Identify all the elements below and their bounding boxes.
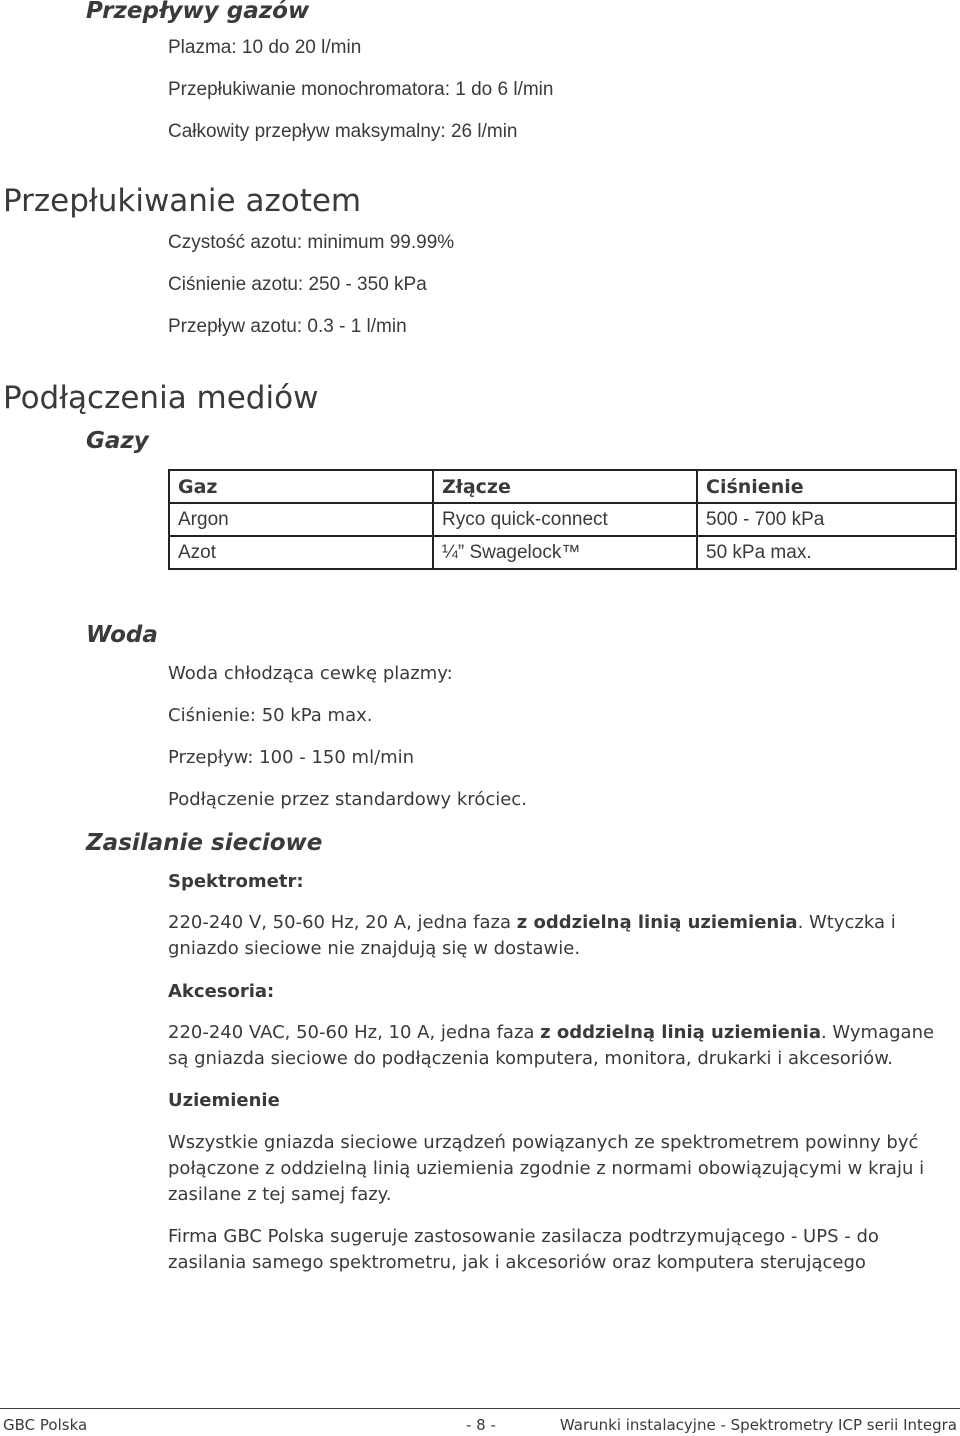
table-cell: 500 - 700 kPa (697, 503, 956, 536)
gas-flow-monochromator: Przepłukiwanie monochromatora: 1 do 6 l/min (168, 79, 554, 100)
footer-document-title: Warunki instalacyjne - Spektrometry ICP serii Integra (559, 1416, 957, 1434)
spectrometer-label: Spektrometr: (168, 871, 304, 892)
nitrogen-purity: Czystość azotu: minimum 99.99% (168, 232, 455, 253)
spectrometer-power-text (168, 910, 958, 962)
grounding-text: Wszystkie gniazda sieciowe urządzeń powiązanych ze spektrometrem powinny być połączone z oddzielną linią uziemienia zgodnie z normami obowiązującymi w kraju i zasilane z tej samej fazy. (168, 1132, 925, 1205)
nitrogen-pressure: Ciśnienie azotu: 250 - 350 kPa (168, 274, 427, 295)
section-heading-media: Podłączenia mediów (3, 380, 319, 416)
footer-company: GBC Polska (3, 1416, 88, 1434)
accessories-power-text (168, 1020, 958, 1072)
ups-text: Firma GBC Polska sugeruje zastosowanie zasilacza podtrzymującego - UPS - do zasilania samego spektrometru, jak i akcesoriów oraz komputera sterującego (168, 1226, 879, 1273)
section-heading-nitrogen-purge: Przepłukiwanie azotem (3, 183, 362, 219)
accessories-label: Akcesoria: (168, 981, 275, 1002)
text-span: 220-240 V, 50-60 Hz, 20 A, jedna faza (168, 912, 517, 933)
section-heading-gas-flows: Przepływy gazów (86, 0, 310, 24)
grounding-label: Uziemienie (168, 1090, 280, 1111)
table-cell: Argon (169, 503, 433, 536)
table-row (169, 536, 956, 569)
gas-flow-plasma: Plazma: 10 do 20 l/min (168, 37, 362, 58)
water-pressure: Ciśnienie: 50 kPa max. (168, 705, 373, 726)
table-header-row (169, 470, 956, 503)
subheading-gases: Gazy (86, 428, 149, 454)
gas-connections-table (168, 469, 957, 570)
water-connection: Podłączenie przez standardowy króciec. (168, 789, 527, 810)
subheading-water: Woda (86, 622, 158, 648)
table-cell: ¼” Swagelock™ (433, 536, 697, 569)
table-cell: 50 kPa max. (697, 536, 956, 569)
subheading-power: Zasilanie sieciowe (86, 830, 323, 856)
emphasis-span: z oddzielną linią uziemienia (540, 1022, 821, 1043)
header-connector: Złącze (433, 470, 697, 503)
nitrogen-flow: Przepływ azotu: 0.3 - 1 l/min (168, 316, 407, 337)
header-pressure: Ciśnienie (697, 470, 956, 503)
text-span: . Wtyczka i gniazdo sieciowe nie znajdują się w dostawie. (168, 912, 896, 959)
header-gas: Gaz (169, 470, 433, 503)
footer-divider (0, 1408, 960, 1409)
table-cell: Ryco quick-connect (433, 503, 697, 536)
gas-flow-total: Całkowity przepływ maksymalny: 26 l/min (168, 121, 518, 142)
footer-page-number: - 8 - (466, 1416, 496, 1434)
emphasis-span: z oddzielną linią uziemienia (516, 912, 798, 933)
text-span: 220-240 VAC, 50-60 Hz, 10 A, jedna faza (168, 1022, 541, 1043)
table-row (169, 503, 956, 536)
table-cell: Azot (169, 536, 433, 569)
text-span: . Wymagane są gniazda sieciowe do podłączenia komputera, monitora, drukarki i akcesoriów. (168, 1022, 935, 1069)
water-cooling: Woda chłodząca cewkę plazmy: (168, 663, 453, 684)
water-flow: Przepływ: 100 - 150 ml/min (168, 747, 415, 768)
